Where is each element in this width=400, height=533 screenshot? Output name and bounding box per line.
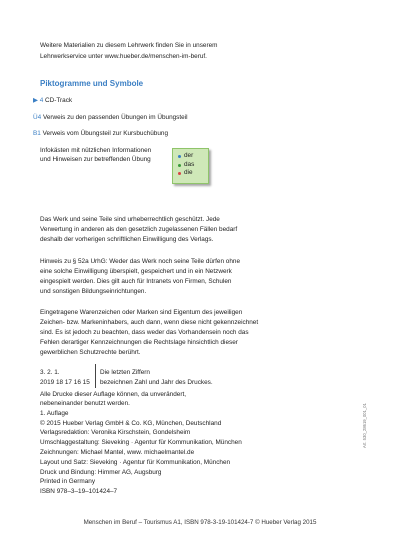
legend-text: CD-Track [45, 97, 73, 104]
infobox-item: der [178, 152, 208, 161]
legend-text: Verweis zu den passenden Übungen im Übungsteil [42, 114, 188, 121]
copyright-line: Verwertung in anderen als den gesetzlich zugelassenen Fällen bedarf [40, 226, 238, 233]
legend-item-coursebook-ref [33, 129, 168, 138]
imprint-line: Verlagsredaktion: Veronika Kirschstein, Gondelsheim [40, 429, 191, 436]
isbn: ISBN 978–3–19–101424–7 [40, 488, 118, 495]
imprint-line: 1. Auflage [40, 410, 69, 417]
notice-line: eine solche Einwilligung überspielt, gespeichert und in ein Netzwerk [40, 268, 232, 275]
trademark-line: Fehlen derartiger Kennzeichnungen die Rechtslage hinsichtlich dieser [40, 339, 238, 346]
infobox-caption-2: und Hinweisen zur betreffenden Übung [40, 156, 151, 163]
bullet-icon [178, 164, 181, 167]
edition-numbers: 3. 2. 1. [40, 369, 60, 376]
legend-text: Verweis vom Übungsteil zur Kursbuchübung [42, 130, 169, 137]
trademark-line: gewerblichen Schutzrechte berührt. [40, 349, 141, 356]
bullet-icon [178, 155, 181, 158]
divider [95, 364, 96, 388]
notice-line: eingespielt werden. Dies gilt auch für Intranets von Firmen, Schulen [40, 278, 232, 285]
copyright-line: deshalb der vorherigen schriftlichen Einwilligung des Verlags. [40, 236, 214, 243]
imprint-line: © 2015 Hueber Verlag GmbH & Co. KG, München, Deutschland [40, 420, 222, 427]
legend-item-cd-track [33, 96, 72, 105]
trademark-line: sind. Es ist jedoch zu beachten, dass weder das Vorhandensein noch das [40, 329, 249, 336]
print-note-2: bezeichnen Zahl und Jahr des Druckes. [100, 379, 213, 386]
imprint-line: Alle Drucke dieser Auflage können, da unverändert, [40, 391, 187, 398]
imprint-line: Printed in Germany [40, 478, 96, 485]
coursebook-ref-icon: B1 [33, 130, 41, 137]
bullet-icon [178, 172, 181, 175]
year-numbers: 2019 18 17 16 15 [40, 379, 90, 386]
article-code: Art. 530_28619_001_01 [362, 403, 367, 448]
imprint-line: Umschlaggestaltung: Sieveking · Agentur für Kommunikation, München [40, 439, 242, 446]
infobox-caption-1: Infokästen mit nützlichen Informationen [40, 147, 152, 154]
copyright-line: Das Werk und seine Teile sind urheberrechtlich geschützt. Jede [40, 216, 220, 223]
notice-line: Hinweis zu § 52a UrhG: Weder das Werk noch seine Teile dürfen ohne [40, 258, 240, 265]
legend-item-exercise-ref [33, 113, 188, 122]
infobox-item: die [178, 169, 208, 178]
print-note-1: Die letzten Ziffern [100, 369, 150, 376]
cd-track-icon: ▶ 4 [33, 97, 44, 104]
page-footer: Menschen im Beruf – Tourismus A1, ISBN 978-3-19-101424-7 © Hueber Verlag 2015 [83, 519, 317, 526]
infobox-item: das [178, 161, 208, 170]
infobox-sample [172, 148, 209, 184]
notice-line: und sonstigen Bildungseinrichtungen. [40, 288, 147, 295]
imprint-line: Zeichnungen: Michael Mantel, www. michaelmantel.de [40, 449, 195, 456]
intro-line-2: Lehrwerkservice unter www.hueber.de/menschen-im-beruf. [40, 53, 207, 60]
exercise-ref-icon: Ü4 [33, 114, 42, 121]
imprint-line: nebeneinander benutzt werden. [40, 400, 130, 407]
imprint-line: Druck und Bindung: Himmer AG, Augsburg [40, 469, 162, 476]
trademark-line: Zeichen- bzw. Markeninhabers, auch dann, wenn diese nicht gekennzeichnet [40, 319, 259, 326]
section-heading: Piktogramme und Symbole [40, 79, 144, 88]
imprint-line: Layout und Satz: Sieveking · Agentur für Kommunikation, München [40, 459, 231, 466]
trademark-line: Eingetragene Warenzeichen oder Marken sind Eigentum des jeweiligen [40, 309, 243, 316]
intro-line-1: Weitere Materialien zu diesem Lehrwerk finden Sie in unserem [40, 42, 218, 49]
